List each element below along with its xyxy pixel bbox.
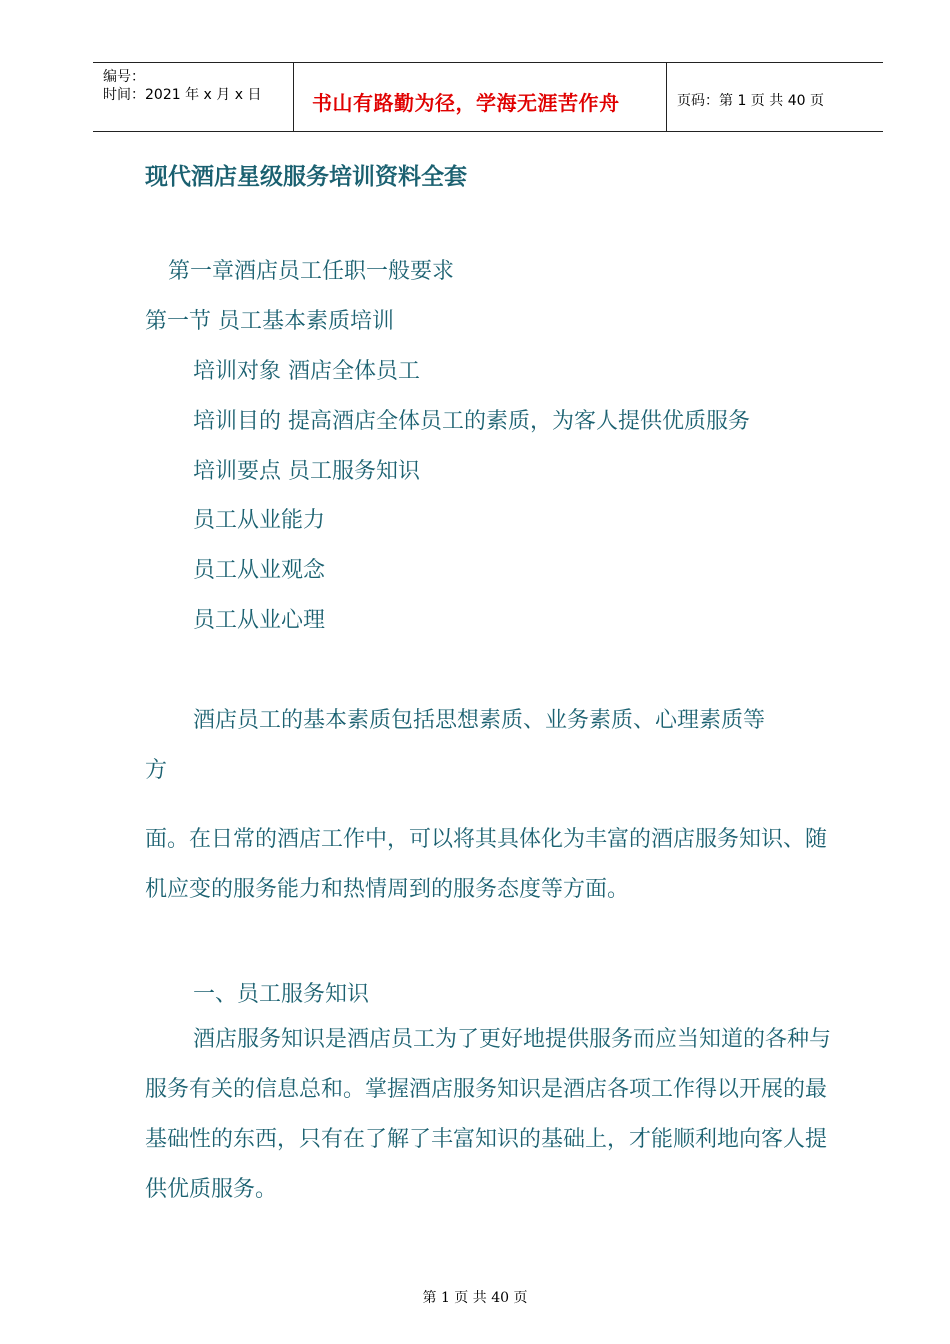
training-point-concept: 员工从业观念	[193, 558, 326, 583]
chapter-heading: 第一章酒店员工任职一般要求	[168, 259, 455, 284]
number-label: 编号：	[103, 69, 145, 85]
intro-line-continued: 方	[145, 758, 168, 783]
page-info: 页码：第 1 页 共 40 页	[677, 93, 824, 109]
motto-text: 书山有路勤为径，学海无涯苦作舟	[312, 91, 620, 115]
subheading-service-knowledge: 一、员工服务知识	[193, 982, 370, 1007]
training-points: 培训要点 员工服务知识	[193, 459, 420, 484]
training-point-psychology: 员工从业心理	[193, 608, 326, 633]
page-footer: 第 1 页 共 40 页	[422, 1290, 528, 1306]
training-purpose: 培训目的 提高酒店全体员工的素质，为客人提供优质服务	[193, 409, 750, 434]
document-title: 现代酒店星级服务培训资料全套	[145, 164, 467, 190]
time-label: 时间：2021 年 x 月 x 日	[103, 87, 262, 103]
intro-paragraph: 面。在日常的酒店工作中，可以将其具体化为丰富的酒店服务知识、随机应变的服务能力和热情周到的服务态度等方面。	[145, 827, 828, 902]
document-header	[93, 62, 883, 132]
training-target: 培训对象 酒店全体员工	[193, 359, 420, 384]
body-paragraph: 酒店服务知识是酒店员工为了更好地提供服务而应当知道的各种与服务有关的信息总和。掌握酒店服务知识是酒店各项工作得以开展的最基础性的东西，只有在了解了丰富知识的基础上，才能顺利地向客人提供优质服务。	[145, 1027, 832, 1202]
intro-line: 酒店员工的基本素质包括思想素质、业务素质、心理素质等	[193, 708, 766, 733]
section-heading: 第一节 员工基本素质培训	[145, 309, 394, 334]
header-meta-cell	[93, 63, 294, 131]
training-point-ability: 员工从业能力	[193, 508, 326, 533]
header-motto-cell	[294, 63, 667, 131]
header-page-cell	[667, 63, 883, 131]
